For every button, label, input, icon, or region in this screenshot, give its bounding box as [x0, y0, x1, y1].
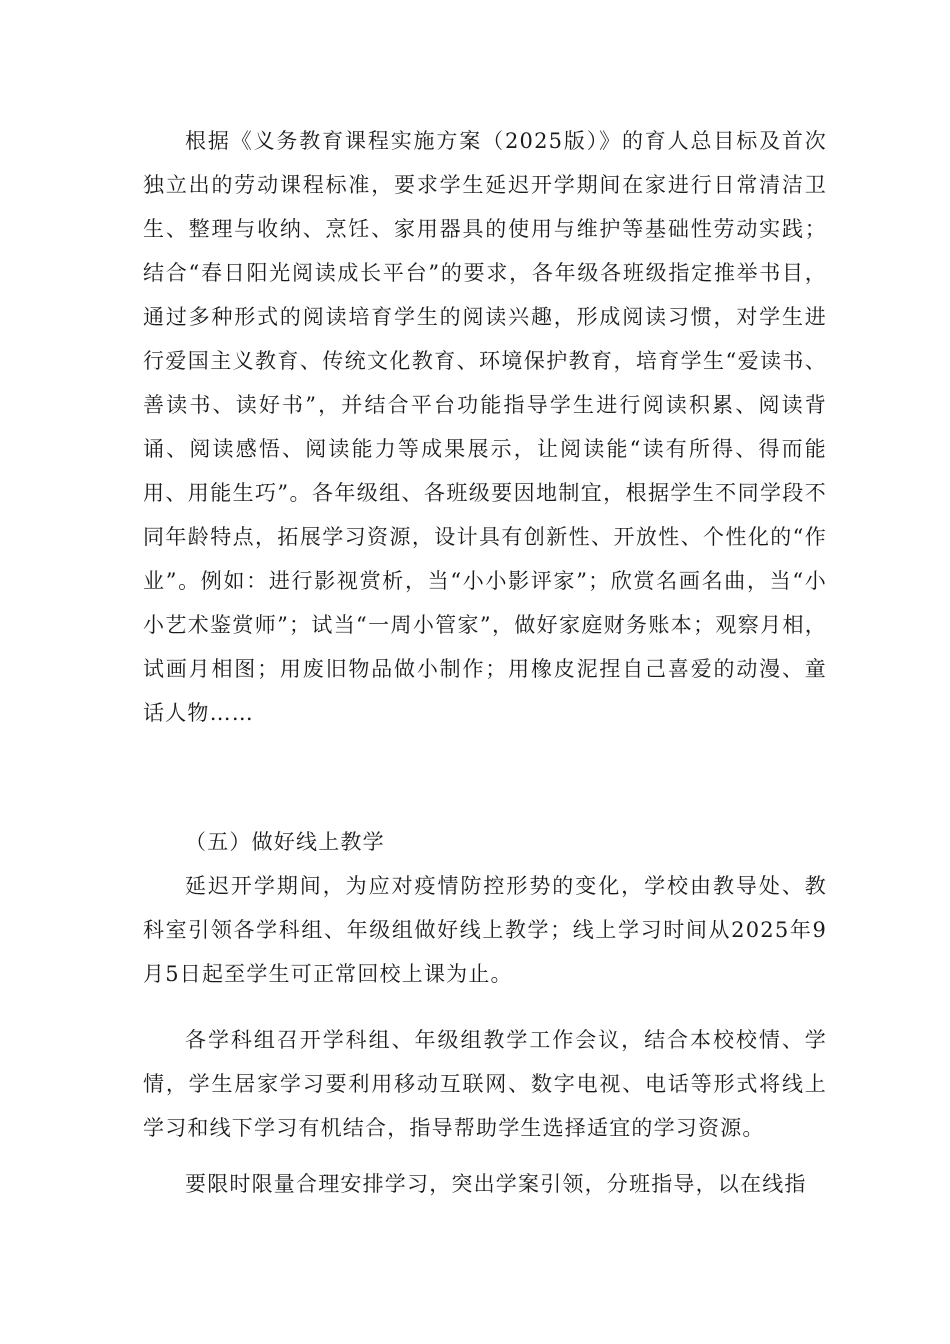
- body-paragraph-labor-and-reading: 根据《义务教育课程实施方案（2025版）》的育人总目标及首次独立出的劳动课程标准，要求学生延迟开学期间在家进行日常清洁卫生、整理与收纳、烹饪、家用器具的使用与维护等基础性劳动实践；结合“春日阳光阅读成长平台”的要求，各年级各班级指定推举书目，通过多种形式的阅读培育学生的阅读兴趣，形成阅读习惯，对学生进行爱国主义教育、传统文化教育、环境保护教育，培育学生“爱读书、善读书、读好书”，并结合平台功能指导学生进行阅读积累、阅读背诵、阅读感悟、阅读能力等成果展示，让阅读能“读有所得、得而能用、用能生巧”。各年级组、各班级要因地制宜，根据学生不同学段不同年龄特点，拓展学习资源，设计具有创新性、开放性、个性化的“作业”。例如：进行影视赏析，当“小小影评家”；欣赏名画名曲，当“小小艺术鉴赏师”；试当“一周小管家”，做好家庭财务账本；观察月相，试画月相图；用废旧物品做小制作；用橡皮泥捏自己喜爱的动漫、童话人物……: [143, 129, 827, 725]
- body-paragraph-subject-meetings: 各学科组召开学科组、年级组教学工作会议，结合本校校情、学情，学生居家学习要利用移动互联网、数字电视、电话等形式将线上学习和线下学习有机结合，指导帮助学生选择适宜的学习资源。: [143, 1028, 827, 1140]
- section-heading-online-teaching: （五）做好线上教学: [185, 830, 385, 854]
- body-paragraph-online-schedule: 延迟开学期间，为应对疫情防控形势的变化，学校由教导处、教科室引领各学科组、年级组做好线上教学；线上学习时间从2025年9月5日起至学生可正常回校上课为止。: [143, 874, 827, 986]
- body-paragraph-study-arrangement: 要限时限量合理安排学习，突出学案引领，分班指导，以在线指: [185, 1172, 807, 1196]
